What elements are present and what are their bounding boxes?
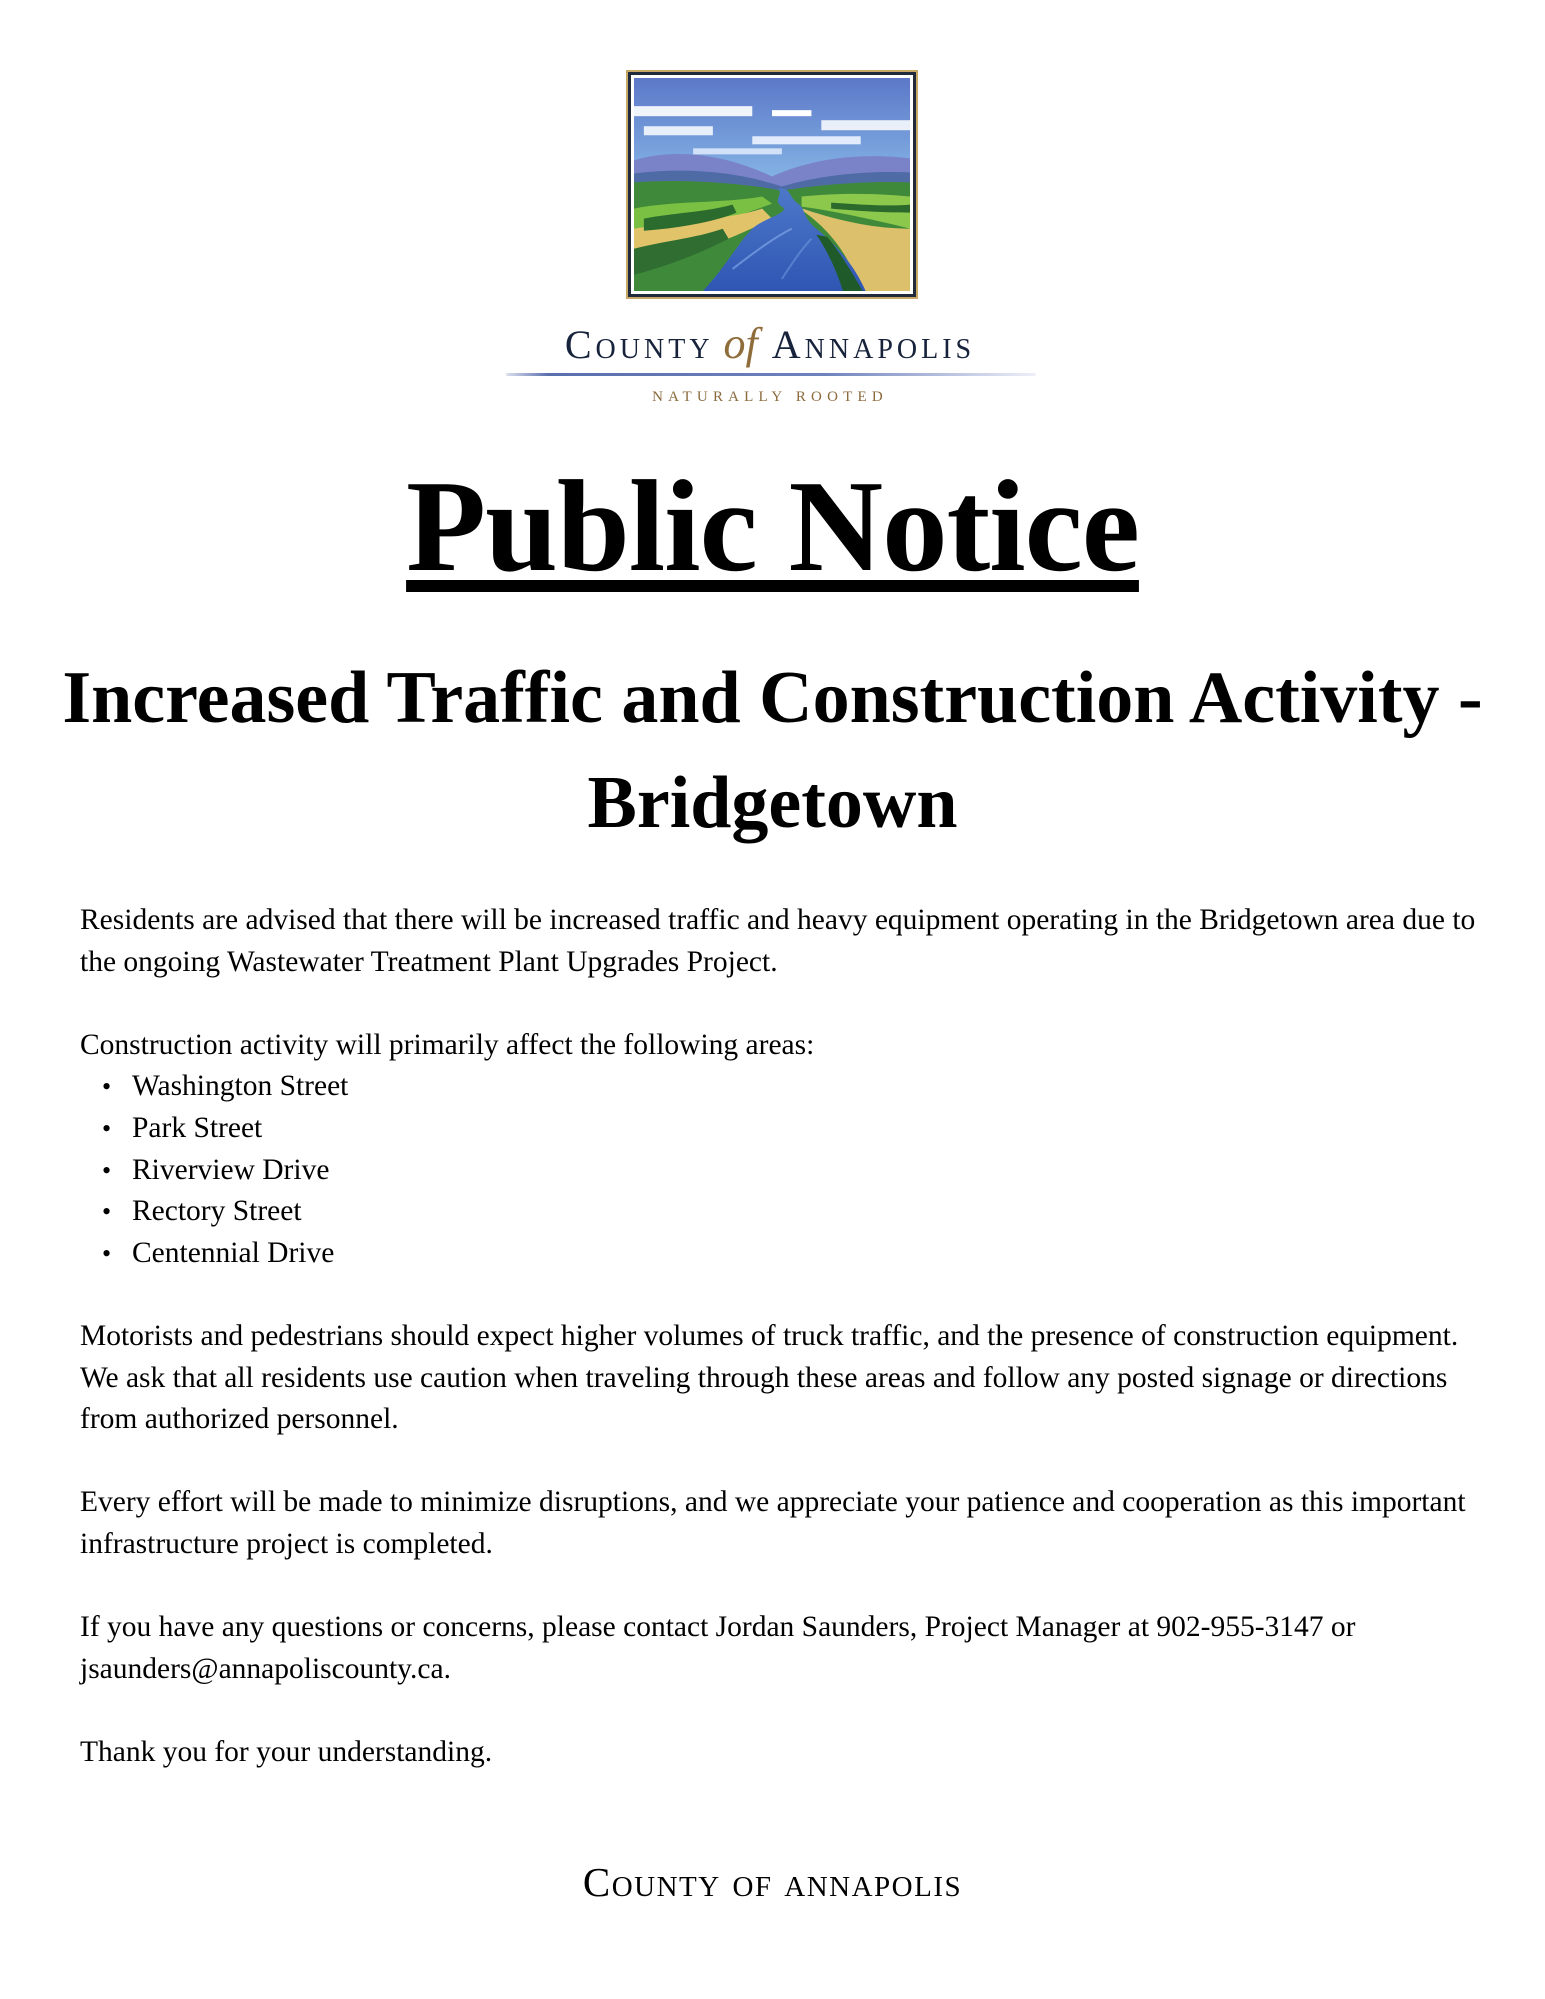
list-item: • Rectory Street: [132, 1191, 1480, 1233]
caution-paragraph: Motorists and pedestrians should expect higher volumes of truck traffic, and the presence of construction equipment. We ask that all residents use caution when traveling through these areas and follow any posted signage or directions from authorized personnel.: [80, 1319, 1459, 1436]
list-item: • Centennial Drive: [132, 1233, 1480, 1275]
contact-paragraph: If you have any questions or concerns, please contact Jordan Saunders, Project Manager at 902-955-3147 or jsaunders@annapoliscounty.ca.: [80, 1611, 1356, 1685]
logo-wordmark-county: County: [564, 322, 714, 367]
river-landscape-painting-icon: [634, 78, 910, 291]
logo-wordmark: [500, 318, 1040, 368]
list-item: • Riverview Drive: [132, 1150, 1480, 1192]
logo-tagline: NATURALLY ROOTED: [652, 389, 888, 405]
notice-subtitle: Increased Traffic and Construction Activity - Bridgetown: [62, 657, 1483, 844]
appreciation-paragraph: Every effort will be made to minimize disruptions, and we appreciate your patience and cooperation as this important infrastructure project is completed.: [80, 1486, 1466, 1560]
intro-paragraph: Residents are advised that there will be increased traffic and heavy equipment operating in the Bridgetown area due to the ongoing Wastewater Treatment Plant Upgrades Project.: [80, 904, 1476, 978]
page-title-wrapper: [0, 454, 1545, 599]
county-logo-image: [626, 70, 918, 299]
footer-county-name: County of annapolis: [582, 1859, 963, 1905]
areas-lead: Construction activity will primarily affect the following areas:: [80, 1028, 815, 1061]
affected-areas-list: [80, 1066, 1480, 1274]
list-item: • Washington Street: [132, 1066, 1480, 1108]
logo-wordmark-of: of: [723, 319, 758, 368]
closing-paragraph: Thank you for your understanding.: [80, 1735, 493, 1768]
page-title: Public Notice: [406, 454, 1139, 599]
logo-wordmark-annapolis: Annapolis: [771, 322, 976, 367]
logo-divider: [506, 373, 1036, 376]
notice-body: [80, 900, 1480, 1815]
list-item: • Park Street: [132, 1108, 1480, 1150]
